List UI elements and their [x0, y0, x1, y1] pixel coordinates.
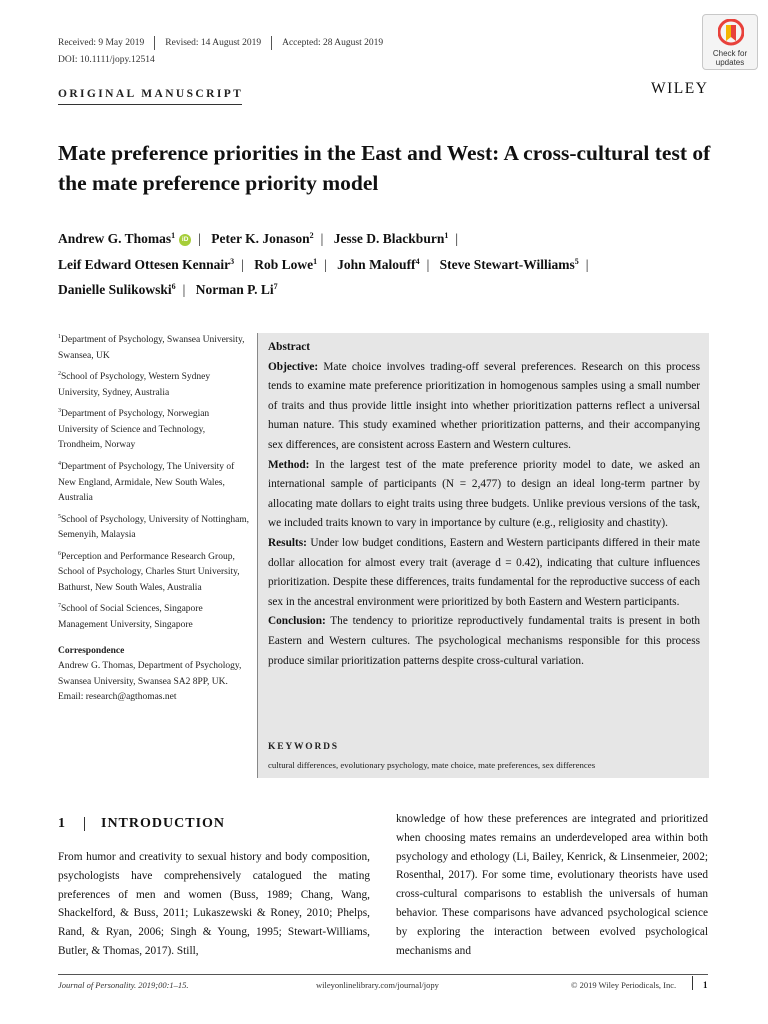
check-for-updates-badge[interactable] — [702, 14, 758, 70]
article-title: Mate preference priorities in the East and West: A cross-cultural test of the mate preference priority model — [58, 141, 711, 195]
author[interactable]: Rob Lowe$^1$ — [254, 256, 318, 272]
author[interactable]: John Malouff$^4$ — [337, 256, 420, 272]
footer-url[interactable]: wileyonlinelibrary.com/journal/jopy — [316, 980, 439, 990]
correspondence-text: Andrew G. Thomas, Department of Psychology, Swansea University, Swansea SA2 8PP, UK. Email: research@agthomas.net — [58, 661, 242, 703]
badge-label-line1: Check for — [712, 49, 748, 58]
footer-rule — [58, 974, 708, 975]
date-divider — [154, 36, 155, 50]
orcid-icon[interactable]: iD — [179, 234, 191, 246]
abstract-conclusion: Conclusion: The tendency to prioritize reproductively fundamental traits is present in both Eastern and Western cultures. The psychological mechanisms responsible for this process produce similar prioritization patterns despite cross-cultural variation. — [268, 615, 700, 667]
author[interactable]: Peter K. Jonason$^2$ — [211, 231, 314, 246]
revised-date: Revised: 14 August 2019 — [165, 38, 262, 48]
doi[interactable]: DOI: 10.1111/jopy.12514 — [58, 55, 155, 65]
page-number: 1 — [703, 980, 708, 990]
received-date: Received: 9 May 2019 — [58, 38, 145, 48]
affiliations — [58, 330, 250, 709]
footer-copyright: © 2019 Wiley Periodicals, Inc. — [571, 980, 677, 990]
section-label: ORIGINAL MANUSCRIPT — [58, 88, 244, 100]
introduction-heading — [58, 816, 225, 832]
section-title: INTRODUCTION — [101, 816, 226, 831]
date-divider — [271, 36, 272, 50]
affiliation: $^3$Department of Psychology, Norwegian University of Science and Technology, Trondheim, Norway — [58, 408, 210, 451]
author[interactable]: Andrew G. Thomas$^1$ iD — [58, 231, 191, 246]
author-list: Andrew G. Thomas$^1$ iD | Peter K. Jonason$^2$ | Jesse D. Blackburn$^1$ | Leif Edward Ottesen Kennair$^3$ | Rob Lowe$^1$ | John Malouff$^4$ | Steve Stewart-Williams$^5$ | Danielle Sulikowski$^6$ | Norman P. Li$^7$ — [58, 231, 589, 297]
footer-journal: Journal of Personality. 2019;00:1–15. — [58, 980, 189, 990]
affiliation: $^5$School of Psychology, University of Nottingham, Semenyih, Malaysia — [58, 513, 250, 541]
affiliation: $^2$School of Psychology, Western Sydney University, Sydney, Australia — [58, 371, 211, 398]
section-rule — [58, 104, 242, 105]
affiliation: $^7$School of Social Sciences, Singapore Management University, Singapore — [58, 603, 203, 631]
author[interactable]: Leif Edward Ottesen Kennair$^3$ — [58, 256, 235, 272]
abstract-box — [257, 333, 709, 778]
author[interactable]: Norman P. Li$^7$ — [195, 282, 278, 297]
author[interactable]: Steve Stewart-Williams$^5$ — [439, 256, 579, 272]
body-column-left: From humor and creativity to sexual history and body composition, psychologists have comprehensively catalogued the mating preferences of men and women (Buss, 1989; Chang, Wang, Shackelford, & Buss, 2011; Lukaszewski & Roney, 2010; Phelps, Rand, & Ryan, 2006; Singh & Young, 1995; Stewart-Williams, Butler, & Thomas, 2017). Still, — [58, 851, 370, 957]
accepted-date: Accepted: 28 August 2019 — [282, 38, 384, 48]
heading-divider — [84, 817, 85, 831]
keywords-list: cultural differences, evolutionary psychology, mate choice, mate preferences, sex differences — [268, 760, 596, 770]
footer-divider — [692, 976, 693, 990]
body-column-right: knowledge of how these preferences are integrated and prioritized when choosing mates remains an underdeveloped area within both psychology and ethology (Li, Bailey, Kenrick, & Linsenmeier, 2002; Rosenthal, 2017). For some time, evolutionary theorists have used cross-cultural comparisons to establish the universals of human behavior. These comparisons have advanced psychological science by exploring the interaction between evolved psychological mechanisms and — [396, 813, 708, 957]
manuscript-dates — [58, 36, 383, 50]
affiliation: $^1$Department of Psychology, Swansea University, Swansea, UK — [58, 334, 245, 361]
section-number: 1 — [58, 816, 66, 831]
correspondence-heading: Correspondence — [58, 645, 125, 656]
author[interactable]: Jesse D. Blackburn$^1$ — [333, 231, 449, 246]
correspondence-email[interactable]: Email: research@agthomas.net — [58, 692, 177, 703]
abstract-method: Method: In the largest test of the mate preference priority model to date, we asked an international sample of participants (N = 2,477) to design an ideal long-term partner by allocating mate dollars to eight traits using three budgets. Unlike previous versions of the task, we included traits known to vary in importance by culture (e.g., religiosity and chastity). — [268, 458, 700, 530]
bookmark-icon — [718, 19, 744, 49]
keywords-heading: KEYWORDS — [268, 742, 339, 752]
abstract-objective: Objective: Mate choice involves trading-off several preferences. Research on this process tends to examine mate preference prioritization in homogenous samples using a small number of traits and thus provide little insight into whether prioritization patterns reflect a universal human nature. This study examined whether prioritization patterns, and their accompanying sex differences, are consistent across Eastern and Western cultures. — [268, 360, 700, 451]
badge-label-line2: updates — [715, 58, 745, 67]
affiliation: $^4$Department of Psychology, The University of New England, Armidale, New South Wales, Australia — [58, 460, 235, 504]
abstract-heading: Abstract — [268, 341, 311, 353]
affiliation: $^6$Perception and Performance Research Group, School of Psychology, Charles Sturt University, Bathurst, New South Wales, Australia — [58, 550, 240, 593]
publisher-logo: WILEY — [651, 80, 709, 97]
abstract-results: Results: Under low budget conditions, Eastern and Western participants differed in their mate dollar allocation for almost every trait (average d = 0.42), indicating that culture influences prioritization. Despite these differences, traits fundamental for the reproductive success of each sex in the ancestral environment were prioritized by both Eastern and Western participants. — [268, 536, 700, 608]
author[interactable]: Danielle Sulikowski$^6$ — [58, 282, 176, 297]
